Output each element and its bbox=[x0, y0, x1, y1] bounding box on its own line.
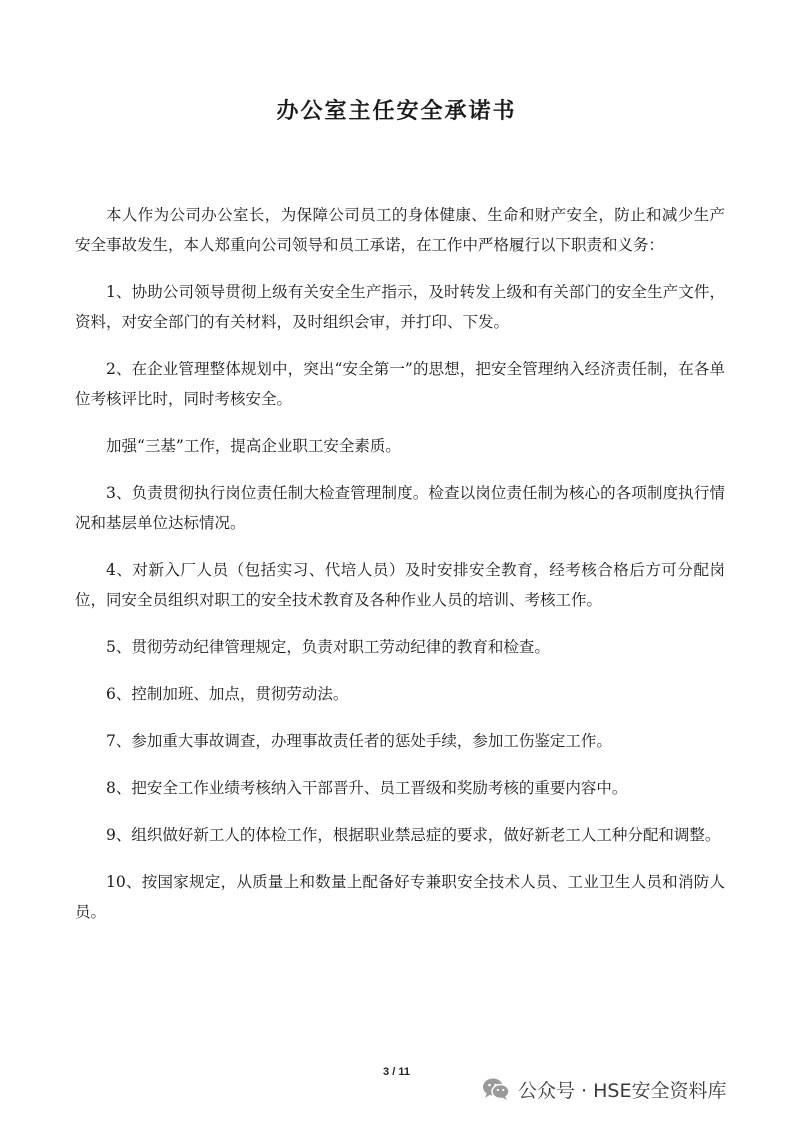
paragraph-item-2: 2、在企业管理整体规划中，突出“安全第一”的思想，把安全管理纳入经济责任制，在各单位考核评比时，同时考核安全。 bbox=[75, 360, 725, 408]
paragraph-sanji: 加强“三基”工作，提高企业职工安全素质。 bbox=[106, 437, 401, 455]
paragraph-intro: 本人作为公司办公室长，为保障公司员工的身体健康、生命和财产安全，防止和减少生产安全事故发生，本人郑重向公司领导和员工承诺，在工作中严格履行以下职责和义务： bbox=[75, 206, 725, 254]
paragraph-item-5: 5、贯彻劳动纪律管理规定，负责对职工劳动纪律的教育和检查。 bbox=[106, 638, 550, 656]
paragraph-item-1: 1、协助公司领导贯彻上级有关安全生产指示，及时转发上级和有关部门的安全生产文件，资料，对安全部门的有关材料，及时组织会审，并打印、下发。 bbox=[75, 283, 725, 331]
page-number: 3 / 11 bbox=[383, 1066, 410, 1078]
document-body bbox=[75, 200, 725, 944]
paragraph-item-3: 3、负责贯彻执行岗位责任制大检查管理制度。检查以岗位责任制为核心的各项制度执行情况和基层单位达标情况。 bbox=[75, 484, 725, 532]
watermark-text: 公众号 · HSE安全资料库 bbox=[518, 1079, 727, 1102]
document-title: 办公室主任安全承诺书 bbox=[276, 98, 517, 124]
paragraph-item-9: 9、组织做好新工人的体检工作，根据职业禁忌症的要求，做好新老工人工种分配和调整。 bbox=[106, 826, 721, 844]
watermark bbox=[482, 1074, 726, 1104]
paragraph-item-7: 7、参加重大事故调查，办理事故责任者的惩处手续，参加工伤鉴定工作。 bbox=[106, 732, 612, 750]
paragraph-item-6: 6、控制加班、加点，贯彻劳动法。 bbox=[106, 685, 349, 703]
wechat-icon bbox=[482, 1077, 510, 1101]
paragraph-item-10: 10、按国家规定，从质量上和数量上配备好专兼职安全技术人员、工业卫生人员和消防人员。 bbox=[75, 873, 725, 921]
paragraph-item-8: 8、把安全工作业绩考核纳入干部晋升、员工晋级和奖励考核的重要内容中。 bbox=[106, 779, 628, 797]
paragraph-item-4: 4、对新入厂人员（包括实习、代培人员）及时安排安全教育，经考核合格后方可分配岗位，同安全员组织对职工的安全技术教育及各种作业人员的培训、考核工作。 bbox=[75, 561, 725, 609]
